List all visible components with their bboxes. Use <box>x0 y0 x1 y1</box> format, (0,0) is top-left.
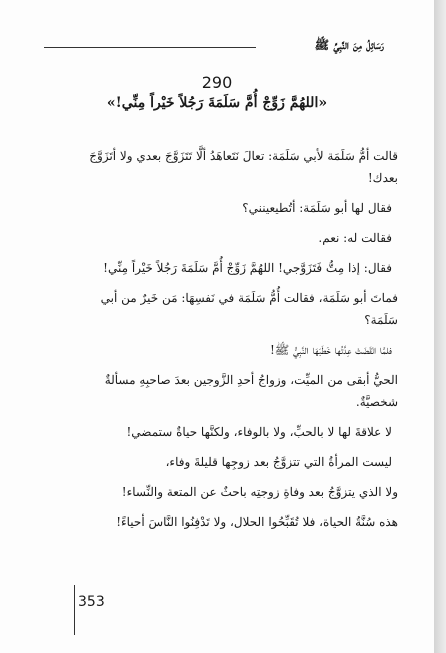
section-title: «اللهُمَّ زَوِّجْ أُمَّ سَلَمَةَ رَجُلاً خَيْراً مِنِّي!» <box>106 95 328 111</box>
paragraph: ليست المرأةُ التي تتزوَّجُ بعد زوجِها قليلةَ وفاء، <box>165 455 392 469</box>
paragraph: هذه سُنَّةُ الحياة، فلا تُقَبِّحُوا الحلال، ولا تَدْفِنُوا النَّاسَ أحياءً! <box>116 515 398 529</box>
section-number: 290 <box>201 73 233 92</box>
paragraph: لا علاقةَ لها لا بالحبِّ، ولا بالوفاء، ولكنَّها حياةٌ ستمضي! <box>126 425 392 439</box>
paragraph: فقال لها أبو سَلَمَة: أتُطيعينني؟ <box>242 201 392 215</box>
page-edge <box>434 0 446 653</box>
footer-rule <box>74 585 75 635</box>
page-number: 353 <box>78 594 105 610</box>
paragraph: فلمَّا انْقَضَتْ عِدَّتُها خَطَبَهَا النَّبِيُّ ﷺ! <box>269 343 392 357</box>
paragraph: الحيُّ أبقى من الميِّت، وزواجُ أحدِ الزَّوجين بعدَ صاحبِهِ مسألةٌ شخصيَّةٌ. <box>104 373 398 409</box>
paragraph: قالت أمُّ سَلَمَة لأبي سَلَمَة: تعالَ نَتَعاهَدُ ألَّا تَتَزَوَّجَ بعدي ولا أتَزَوَّجَ بعدك! <box>89 149 398 185</box>
paragraph: ولا الذي يتزوَّجُ بعد وفاةِ زوجتِه باحثٌ عن المتعة والنِّساء! <box>121 485 398 499</box>
paragraph: فقالت له: نعم. <box>318 231 392 245</box>
body-text <box>78 145 398 541</box>
running-header <box>44 38 384 58</box>
header-rule <box>44 47 256 48</box>
paragraph: فقال: إذا مِتُّ فَتَزَوَّجي! اللهُمَّ زَوِّجْ أُمَّ سَلَمَةَ رَجُلاً خَيْراً مِنِّي! <box>103 261 392 275</box>
running-header-title: رَسَائِلُ مِنَ النَّبِيِّ ﷺ <box>314 38 384 52</box>
paragraph: فماتَ أبو سَلَمَة، فقالت أُمُّ سَلَمَة في نَفسِهَا: مَن خَيرٌ من أبي سَلَمَة؟ <box>100 291 398 327</box>
